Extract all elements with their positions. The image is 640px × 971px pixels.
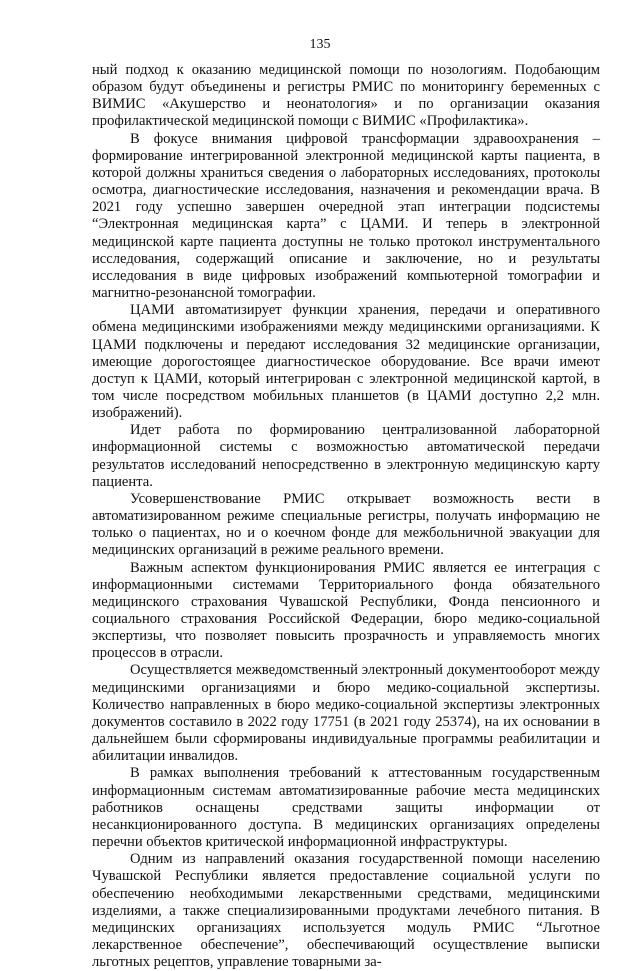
paragraph-lab-system: Идет работа по формированию централизованной лабораторной информационной системы с возможностью автоматической передачи результатов исследований непосредственно в электронную медицинскую карту пациента. <box>92 422 600 490</box>
paragraph-security: В рамках выполнения требований к аттестованным государственным информационным системам автоматизированные рабочие места медицинских работников оснащены средствами защиты информации от несанкционированного доступа. В медицинских организациях определены перечни объектов критической информационной инфраструктуры. <box>92 765 600 851</box>
paragraph-document-flow: Осуществляется межведомственный электронный документооборот между медицинскими организациями и бюро медико-социальной экспертизы. Количество направленных в бюро медико-социальной экспертизы электронных документов составило в 2022 году 17751 (в 2021 году 25374), на их основании в дальнейшем были сформированы индивидуальные программы реабилитации и абилитации инвалидов. <box>92 662 600 765</box>
paragraph-rmis-integration: Важным аспектом функционирования РМИС является ее интеграция с информационными системами Территориального фонда обязательного медицинского страхования Чувашской Республики, Фонда пенсионного и социального страхования Российской Федерации, бюро медико-социальной экспертизы, что позволяет повысить прозрачность и управляемость многих процессов в отрасли. <box>92 559 600 662</box>
paragraph-cami: ЦАМИ автоматизирует функции хранения, передачи и оперативного обмена медицинскими изображениями между медицинскими организациями. К ЦАМИ подключены и передают исследования 32 медицинские организации, имеющие дорогостоящее диагностическое оборудование. Все врачи имеют доступ к ЦАМИ, который интегрирован с электронной медицинской картой, в том числе посредством мобильных планшетов (в ЦАМИ доступно 2,2 млн. изображений). <box>92 302 600 422</box>
paragraph-continuation: ный подход к оказанию медицинской помощи по нозологиям. Подобающим образом будут объединены и регистры РМИС по мониторингу беременных с ВИМИС «Акушерство и неонатология» и по организации оказания профилактической медицинской помощи с ВИМИС «Профилактика». <box>92 62 600 130</box>
page-number: 135 <box>309 37 331 52</box>
paragraph-emr-integration: В фокусе внимания цифровой трансформации здравоохранения – формирование интегрированной электронной медицинской карты пациента, в которой должны храниться сведения о лабораторных исследованиях, протоколы осмотра, диагностические исследования, назначения и рекомендации врача. В 2021 году успешно завершен очередной этап интеграции подсистемы “Электронная медицинская карта” с ЦАМИ. И теперь в электронной медицинской карте пациента доступны не только протокол инструментального исследования, содержащий описание и заключение, но и результаты исследования в виде цифровых изображений компьютерной томографии и магнитно-резонансной томографии. <box>92 130 600 302</box>
paragraph-drug-provision: Одним из направлений оказания государственной помощи населению Чувашской Республики является предоставление социальной услуги по обеспечению необходимыми лекарственными средствами, медицинскими изделиями, а также специализированными продуктами лечебного питания. В медицинских организациях используется модуль РМИС “Льготное лекарственное обеспечение”, обеспечивающий осуществление выписки льготных рецептов, управление товарными за- <box>92 851 600 971</box>
paragraph-rmis-registers: Усовершенствование РМИС открывает возможность вести в автоматизированном режиме специальные регистры, получать информацию не только о пациентах, но и о коечном фонде для межбольничной эвакуации для медицинских организаций в режиме реального времени. <box>92 490 600 559</box>
document-body <box>92 62 600 971</box>
